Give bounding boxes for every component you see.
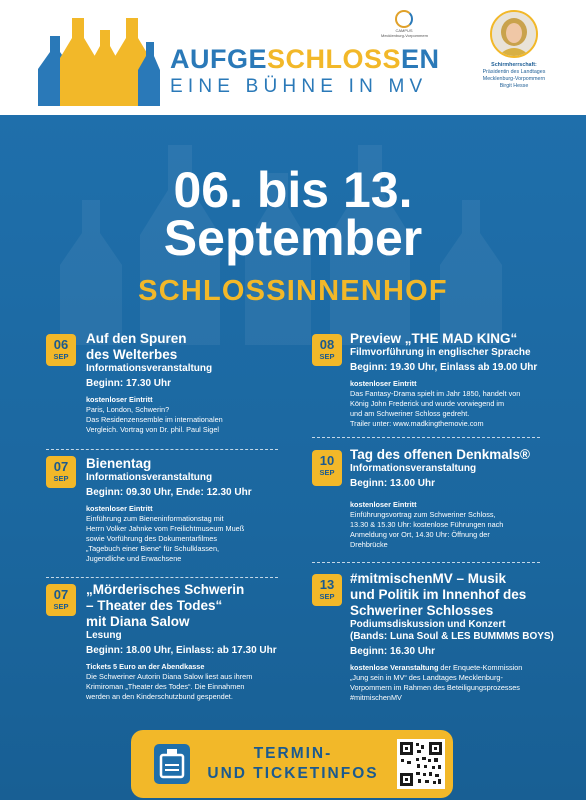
event-time: Beginn: 18.00 Uhr, Einlass: ab 17.30 Uhr	[86, 645, 277, 656]
portrait-icon	[492, 12, 536, 56]
cta-line-1: TERMIN-	[253, 745, 333, 762]
date-badge-13	[312, 574, 342, 606]
badge-day: 13	[319, 577, 335, 592]
event-desc-line: König John Frederick und wurde vorwiegend im	[350, 399, 505, 408]
event-desc-line: Paris, London, Schwerin?	[86, 405, 170, 414]
cta-line-2: UND TICKETINFOS	[207, 765, 379, 782]
event-title: Preview „THE MAD KING“	[350, 331, 518, 346]
event-desc-line: sowie Vorführung des Dokumentarfilmes	[86, 534, 218, 543]
event-title: „Mörderisches Schwerin	[86, 582, 245, 597]
event-desc-line: und am Schweriner Schloss gedreht.	[350, 409, 470, 418]
date-badge-07	[46, 456, 76, 488]
event-desc-line: Das Residenzensemble im internationalen	[86, 415, 223, 424]
brand-part-3: EN	[401, 44, 440, 74]
event-time: Beginn: 17.30 Uhr	[86, 378, 172, 389]
event-desc-line: Das Fantasy-Drama spielt im Jahr 1850, handelt von	[350, 389, 521, 398]
event-title: mit Diana Salow	[86, 614, 190, 629]
brand-title	[170, 44, 440, 98]
event-desc-line: werden an den Kinderschutzbund gespendet.	[86, 692, 233, 701]
patron-portrait	[490, 10, 538, 58]
badge-day: 07	[53, 587, 69, 602]
patron-line-1: Präsidentin des Landtages	[482, 69, 546, 75]
event-admission: kostenloser Eintritt	[350, 500, 417, 509]
event-admission: kostenloser Eintritt	[86, 504, 153, 513]
brand-part-2: SCHLOSS	[267, 44, 402, 74]
campus-line-1: CAMPUS	[395, 28, 413, 33]
event-title: Auf den Spuren	[86, 331, 187, 346]
date-line-1: 06. bis 13.	[173, 162, 413, 218]
event-desc-line: Vorpommern im Rahmen des Beteiligungsprozesses	[350, 683, 520, 692]
event-subtitle: Podiumsdiskussion und Konzert	[350, 619, 506, 630]
event-bienentag	[86, 456, 286, 564]
badge-month: SEP	[319, 592, 335, 601]
badge-day: 10	[319, 453, 335, 468]
campus-logo	[381, 10, 427, 38]
event-desc-line: Drehbrücke	[350, 540, 388, 549]
event-time: Beginn: 16.30 Uhr	[350, 646, 436, 657]
qr-code-icon[interactable]	[397, 739, 445, 789]
brand-part-1: AUFGE	[170, 44, 267, 74]
venue-title: SCHLOSSINNENHOF	[138, 275, 448, 307]
date-badge-10	[312, 450, 342, 486]
event-desc-line: Einführungsvortrag zum Schweriner Schloss,	[350, 510, 496, 519]
divider	[46, 449, 278, 450]
ticket-info-label	[203, 744, 383, 784]
event-time: Beginn: 09.30 Uhr, Ende: 12.30 Uhr	[86, 487, 252, 498]
badge-day: 08	[319, 337, 335, 352]
event-subtitle: (Bands: Luna Soul & LES BUMMMS BOYS)	[350, 631, 554, 642]
event-time: Beginn: 19.30 Uhr, Einlass ab 19.00 Uhr	[350, 362, 538, 373]
event-title: – Theater des Todes“	[86, 598, 223, 613]
event-desc-line: „Jung sein in MV“ des Landtages Mecklenburg-	[350, 673, 503, 682]
badge-day: 07	[53, 459, 69, 474]
ticket-icon	[153, 743, 191, 785]
date-badge-06	[46, 334, 76, 366]
event-moerderisches-schwerin	[86, 582, 296, 702]
campus-circle-icon	[395, 10, 413, 28]
event-desc-line: Jugendliche und Erwachsene	[86, 554, 182, 563]
divider	[312, 437, 540, 438]
badge-month: SEP	[53, 352, 69, 361]
date-badge-08	[312, 334, 342, 366]
badge-day: 06	[53, 337, 69, 352]
divider	[46, 577, 278, 578]
patron-line-2: Mecklenburg-Vorpommern	[482, 76, 546, 82]
event-desc-line: Herrn Volker Jahnke vom Freilichtmuseum Mueß	[86, 524, 245, 533]
event-desc-line: #mitmischenMV	[350, 693, 402, 702]
event-desc-line: Vergleich. Vortrag von Dr. phil. Paul Sigel	[86, 425, 220, 434]
event-desc-line: Anmeldung vor Ort, 14.30 Uhr: Öffnung der	[350, 530, 490, 539]
event-subtitle: Filmvorführung in englischer Sprache	[350, 347, 531, 358]
patron-label: Schirmherrschaft:	[491, 62, 537, 68]
badge-month: SEP	[319, 352, 335, 361]
event-subtitle: Informationsveranstaltung	[86, 472, 213, 483]
event-admission: kostenloser Eintritt	[86, 395, 153, 404]
event-desc-line: 13.30 & 15.30 Uhr: kostenlose Führungen nach	[350, 520, 504, 529]
event-admission-line	[350, 663, 570, 673]
event-subtitle: Lesung	[86, 630, 122, 641]
badge-month: SEP	[53, 474, 69, 483]
event-title: #mitmischenMV – Musik	[350, 571, 507, 586]
patron-line-3: Birgit Hesse	[499, 83, 529, 89]
event-desc-line: Einführung zum Bieneninformationstag mit	[86, 514, 224, 523]
date-line-2: September	[163, 210, 423, 266]
bottles-logo-icon	[38, 14, 160, 106]
event-subtitle: Informationsveranstaltung	[350, 463, 477, 474]
event-admission: Tickets 5 Euro an der Abendkasse	[86, 662, 205, 671]
event-subtitle: Informationsveranstaltung	[86, 363, 213, 374]
ticket-info-button[interactable]	[131, 730, 453, 798]
event-desc-line: Die Schweriner Autorin Diana Salow liest aus ihrem	[86, 672, 253, 681]
event-title: Bienentag	[86, 456, 152, 471]
event-admission-rest: der Enquete-Kommission	[438, 663, 523, 672]
campus-line-2: Mecklenburg-Vorpommern	[381, 33, 429, 38]
event-mitmischen	[350, 571, 570, 703]
event-title: Tag des offenen Denkmals®	[350, 447, 530, 462]
event-admission: kostenlose Veranstaltung	[350, 663, 439, 672]
badge-month: SEP	[53, 602, 69, 611]
event-desc-line: „Tagebuch einer Biene“ für Schulklassen,	[86, 544, 220, 553]
event-desc-line: Krimiroman „Theater des Todes“. Die Einnahmen	[86, 682, 245, 691]
divider	[312, 562, 540, 563]
badge-month: SEP	[319, 468, 335, 477]
brand-subtitle: EINE BÜHNE IN MV	[170, 76, 428, 97]
event-time: Beginn: 13.00 Uhr	[350, 478, 436, 489]
event-mad-king	[350, 331, 565, 429]
event-denkmal	[350, 447, 565, 550]
header	[0, 0, 586, 115]
event-title: und Politik im Innenhof des	[350, 587, 527, 602]
event-admission: kostenloser Eintritt	[350, 379, 417, 388]
event-title: Schweriner Schlosses	[350, 603, 494, 618]
event-welterbe	[86, 331, 286, 435]
event-title: des Welterbes	[86, 347, 178, 362]
event-desc-line: Trailer unter: www.madkingthemovie.com	[350, 419, 484, 428]
patron-info	[468, 62, 560, 90]
main-poster	[0, 115, 586, 800]
brand-main-text	[170, 44, 440, 74]
date-badge-07b	[46, 584, 76, 616]
